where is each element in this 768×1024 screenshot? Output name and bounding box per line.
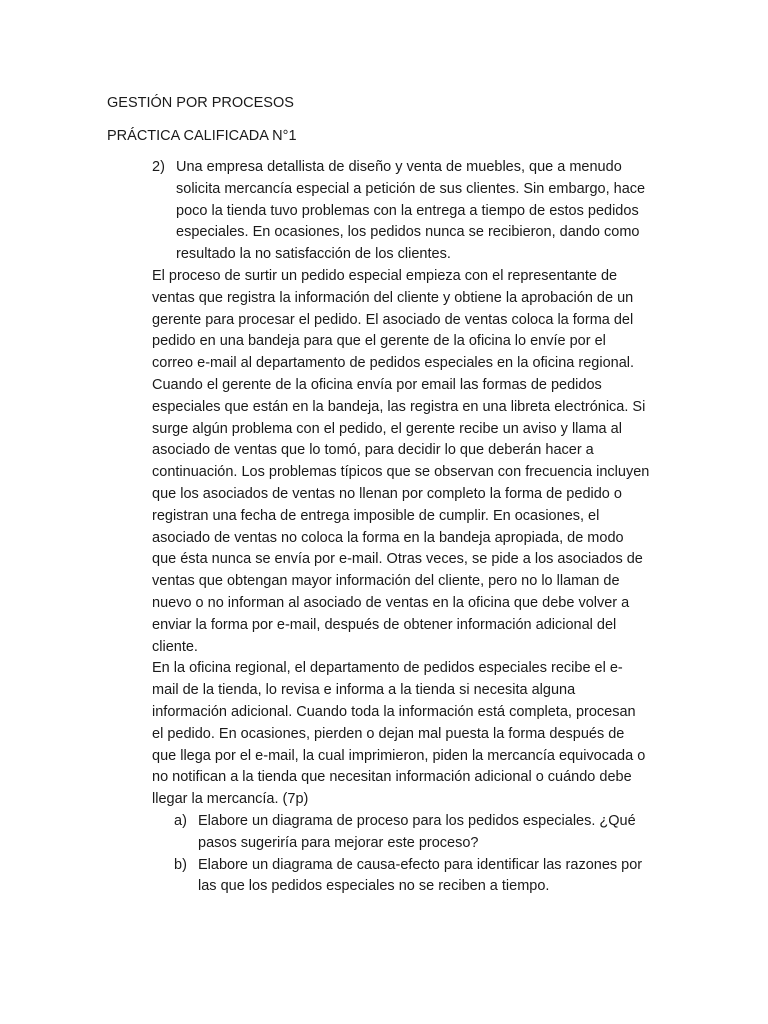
paragraph-line: continuación. Los problemas típicos que se observan con frecuencia incluyen [152, 464, 650, 481]
paragraph-line: Cuando el gerente de la oficina envía por email las formas de pedidos [152, 377, 602, 393]
intro-line: resultado la no satisfacción de los clientes. [176, 246, 451, 263]
paragraph-line: ventas que registra la información del cliente y obtiene la aprobación de un [152, 289, 634, 306]
paragraph-line: no notifican a la tienda que necesitan información adicional o cuándo debe [152, 769, 632, 786]
document-title: GESTIÓN POR PROCESOS [107, 95, 294, 111]
document-subtitle: PRÁCTICA CALIFICADA N°1 [107, 128, 297, 144]
intro-line: poco la tienda tuvo problemas con la entrega a tiempo de estos pedidos [176, 202, 639, 219]
paragraph-line: cliente. [152, 638, 198, 655]
paragraph-line: En la oficina regional, el departamento de pedidos especiales recibe el e- [152, 660, 623, 677]
intro-line: Una empresa detallista de diseño y venta de muebles, que a menudo [176, 159, 622, 175]
item-line: las que los pedidos especiales no se reciben a tiempo. [198, 878, 550, 895]
question-number: 2) [152, 159, 165, 175]
paragraph-line: asociado de ventas que lo tomó, para decidir lo que deberán hacer a [152, 442, 594, 459]
paragraph-line: asociado de ventas no coloca la forma en la bandeja apropiada, de modo [152, 529, 624, 546]
paragraph-line: nuevo o no informan al asociado de ventas en la oficina que debe volver a [152, 595, 630, 611]
item-label: b) [174, 856, 187, 873]
item-line: Elabore un diagrama de causa-efecto para identificar las razones por [198, 856, 643, 873]
paragraph-line: mail de la tienda, lo revisa e informa a la tienda si necesita alguna [152, 682, 576, 699]
paragraph-line: ventas que obtengan mayor información del cliente, pero no lo llaman de [152, 573, 620, 590]
paragraph-line: especiales que están en la bandeja, las registra en una libreta electrónica. Si [152, 398, 646, 415]
item-label: a) [174, 813, 187, 829]
paragraph-line: el pedido. En ocasiones, pierden o dejan mal puesta la forma después de [152, 725, 625, 742]
paragraph-line: correo e-mail al departamento de pedidos especiales en la oficina regional. [152, 355, 635, 372]
intro-line: solicita mercancía especial a petición de sus clientes. Sin embargo, hace [176, 180, 646, 197]
paragraph-line: El proceso de surtir un pedido especial empieza con el representante de [152, 268, 618, 284]
paragraph-line: pedido en una bandeja para que el gerente de la oficina lo envíe por el [152, 333, 606, 350]
item-line: Elabore un diagrama de proceso para los pedidos especiales. ¿Qué [198, 813, 636, 829]
paragraph-line: enviar la forma por e-mail, después de obtener información adicional del [152, 616, 617, 633]
paragraph-line: llegar la mercancía. (7p) [152, 791, 309, 808]
item-line: pasos sugeriría para mejorar este proceso? [198, 834, 479, 851]
intro-line: especiales. En ocasiones, los pedidos nunca se recibieron, dando como [176, 224, 640, 241]
paragraph-line: registran una fecha de entrega imposible de cumplir. En ocasiones, el [152, 507, 600, 524]
paragraph-line: gerente para procesar el pedido. El asociado de ventas coloca la forma del [152, 311, 634, 328]
paragraph-line: que ésta nunca se envía por e-mail. Otras veces, se pide a los asociados de [152, 551, 643, 568]
paragraph-line: que los asociados de ventas no llenan por completo la forma de pedido o [152, 486, 622, 502]
paragraph-line: que llega por el e-mail, la cual imprimieron, piden la mercancía equivocada o [152, 747, 646, 764]
paragraph-line: información adicional. Cuando toda la información está completa, procesan [152, 704, 636, 720]
paragraph-line: surge algún problema con el pedido, el gerente recibe un aviso y llama al [152, 420, 622, 437]
